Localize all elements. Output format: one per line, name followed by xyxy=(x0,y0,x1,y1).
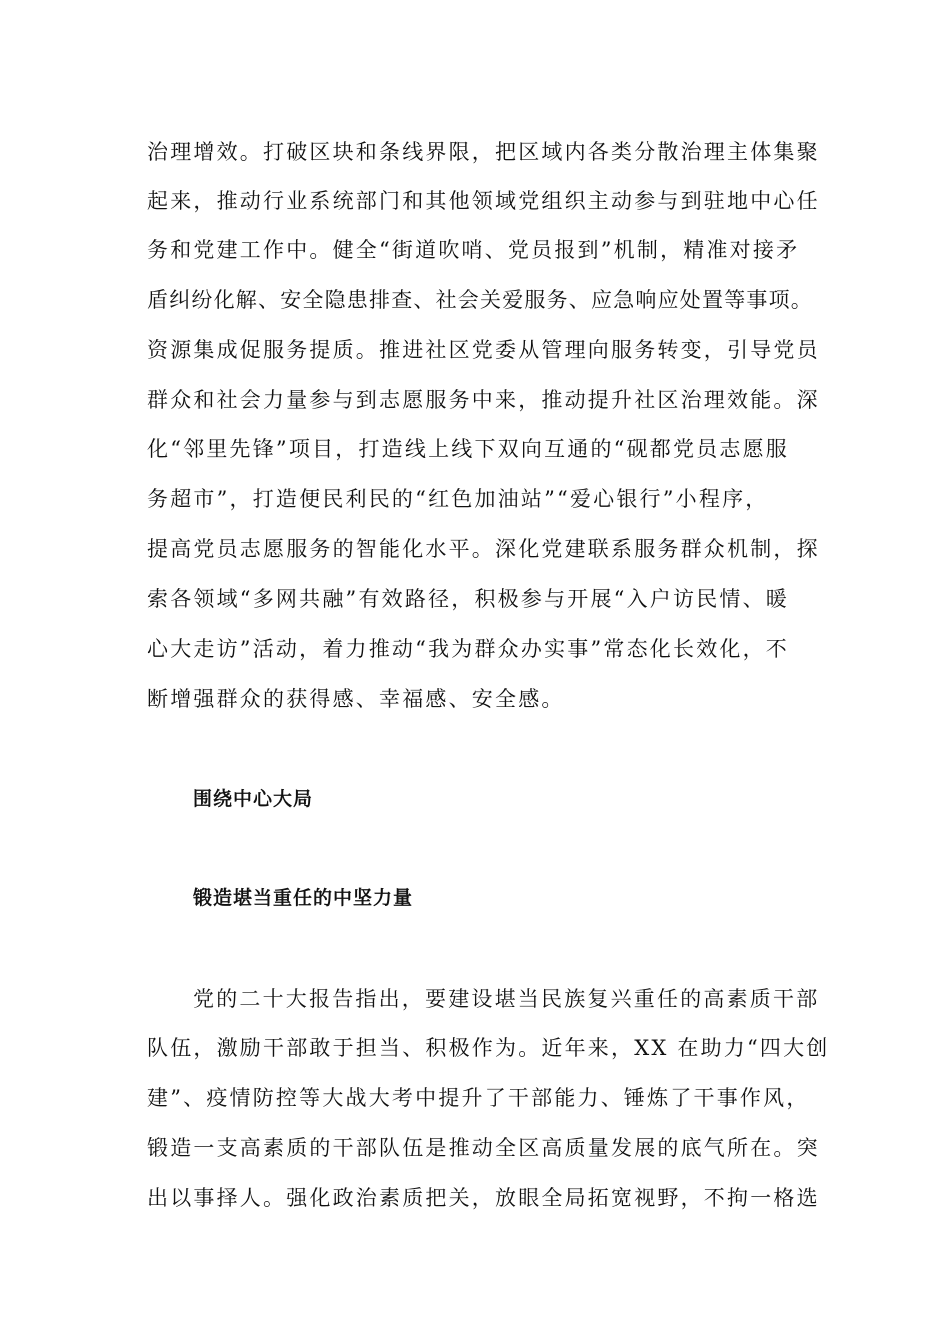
paragraph-1-line-7: 化“邻里先锋”项目，打造线上线下双向互通的“砚都党员志愿服 xyxy=(147,437,790,461)
paragraph-2-line-2: 队伍，激励干部敢于担当、积极作为。近年来，XX 在助力“四大创 xyxy=(147,1036,830,1060)
paragraph-1-line-3: 务和党建工作中。健全“街道吹哨、党员报到”机制，精准对接矛 xyxy=(147,238,800,262)
paragraph-1-line-10: 索各领域“多网共融”有效路径，积极参与开展“入户访民情、暖 xyxy=(147,587,790,611)
paragraph-1-line-2: 起来，推动行业系统部门和其他领域党组织主动参与到驻地中心任 xyxy=(147,189,820,213)
paragraph-1-line-9: 提高党员志愿服务的智能化水平。深化党建联系服务群众机制，探 xyxy=(147,537,820,561)
paragraph-1-line-6: 群众和社会力量参与到志愿服务中来，推动提升社区治理效能。深 xyxy=(147,388,820,412)
paragraph-1-line-1: 治理增效。打破区块和条线界限，把区域内各类分散治理主体集聚 xyxy=(147,140,820,164)
paragraph-2-line-3: 建”、疫情防控等大战大考中提升了干部能力、锤炼了干事作风， xyxy=(147,1086,810,1110)
paragraph-1-line-11: 心大走访”活动，着力推动“我为群众办实事”常态化长效化，不 xyxy=(147,637,790,661)
section-heading: 围绕中心大局 xyxy=(193,788,314,810)
paragraph-1-line-5: 资源集成促服务提质。推进社区党委从管理向服务转变，引导党员 xyxy=(147,338,820,362)
paragraph-1-line-8: 务超市”，打造便民利民的“红色加油站”“爱心银行”小程序， xyxy=(147,487,769,511)
paragraph-1-line-12: 断增强群众的获得感、幸福感、安全感。 xyxy=(147,687,565,711)
section-subheading: 锻造堪当重任的中坚力量 xyxy=(193,887,414,909)
paragraph-2-line-4: 锻造一支高素质的干部队伍是推动全区高质量发展的底气所在。突 xyxy=(147,1136,820,1160)
paragraph-2-line-1: 党的二十大报告指出，要建设堪当民族复兴重任的高素质干部 xyxy=(193,987,820,1011)
paragraph-2-line-5: 出以事择人。强化政治素质把关，放眼全局拓宽视野，不拘一格选 xyxy=(147,1186,820,1210)
paragraph-1-line-4: 盾纠纷化解、安全隐患排查、社会关爱服务、应急响应处置等事项。 xyxy=(147,288,813,312)
